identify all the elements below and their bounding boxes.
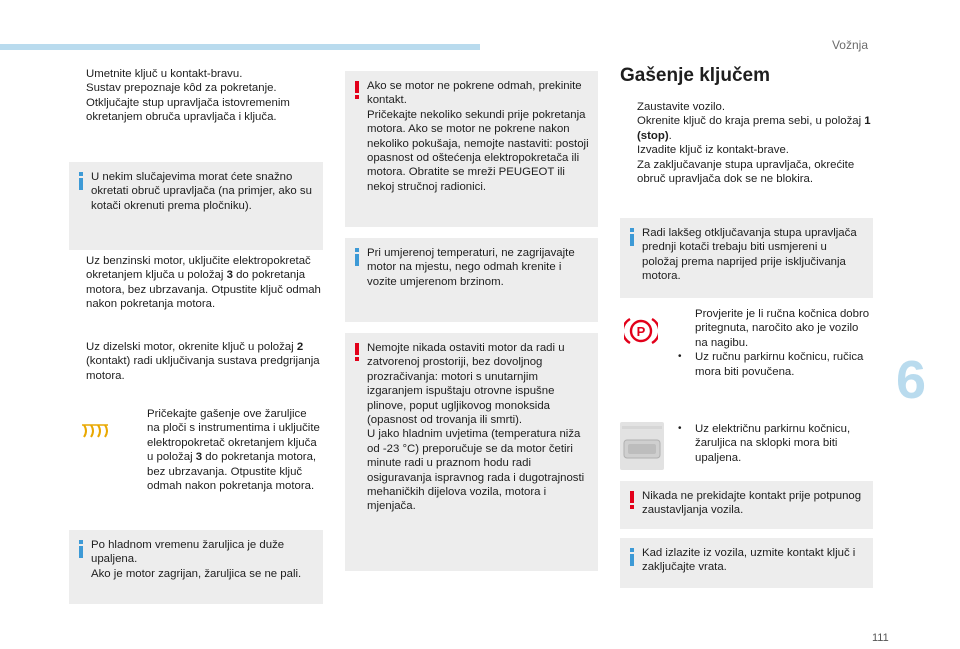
info-icon xyxy=(626,548,638,566)
step-text: . xyxy=(668,129,672,142)
warning-text: Ako se motor ne pokrene odmah, prekinite kontakt. Pričekajte nekoliko sekundi prije pokretanja motora. Ako se motor ne pokrene nakon nekoliko pokušaja, nemojte nastaviti: postoji opasnost od oštećenja elektropokretača ili motora. Obratite se mreži PEUGEOT ili nekoj stručnoj radionici. xyxy=(367,80,589,193)
step-text: Uz električnu parkirnu kočnicu, žaruljica na sklopki mora biti upaljena. xyxy=(695,423,851,464)
info-box xyxy=(620,538,873,588)
info-text: Kad izlazite iz vozila, uzmite kontakt ključ i zaključajte vrata. xyxy=(642,547,856,574)
bullet-icon: • xyxy=(678,423,682,434)
bullet-icon: • xyxy=(678,351,682,363)
glow-plug-step xyxy=(130,407,320,493)
info-box xyxy=(345,238,598,322)
list-item xyxy=(620,114,873,143)
step-text: Uz dizelski motor, okrenite ključ u položaj xyxy=(86,341,297,353)
info-box xyxy=(620,218,873,298)
list-item xyxy=(69,67,323,96)
info-icon xyxy=(75,172,87,190)
step-text: do pokretanja motora, bez ubrzavanja. Otpustite ključ odmah nakon pokretanja motora. xyxy=(147,451,317,493)
section-title: Vožnja xyxy=(831,38,868,52)
warning-box xyxy=(620,481,873,529)
list-item xyxy=(130,407,320,493)
page-number: 111 xyxy=(872,632,889,644)
position-label: 1 (stop) xyxy=(637,115,871,142)
step-text: Uz benzinski motor, uključite elektropokretač okretanjem ključa u položaj xyxy=(86,255,311,282)
list-item xyxy=(69,254,323,312)
list-item xyxy=(620,143,873,157)
list-item xyxy=(678,422,873,465)
info-text: Po hladnom vremenu žaruljica je duže upaljena. Ako je motor zagrijan, žaruljica se ne pali. xyxy=(91,539,302,580)
step-text: Okrenite ključ do kraja prema sebi, u položaj xyxy=(637,115,865,128)
section-heading: Gašenje ključem xyxy=(620,65,770,86)
list-item xyxy=(69,96,323,125)
step-text: Zaustavite vozilo. xyxy=(637,101,725,113)
list-item xyxy=(678,350,873,379)
warning-text: Nikada ne prekidajte kontakt prije potpunog zaustavljanja vozila. xyxy=(642,490,862,517)
brake-checks xyxy=(678,307,873,379)
info-box xyxy=(69,530,323,604)
glow-plug-icon xyxy=(82,423,108,439)
step-text: Za zaključavanje stupa upravljača, okrećite obruč upravljača dok se ne blokira. xyxy=(637,158,855,186)
info-icon xyxy=(626,228,638,246)
warning-icon xyxy=(626,491,638,509)
info-box xyxy=(69,162,323,250)
list-item xyxy=(678,307,873,350)
step-text: Otključajte stup upravljača istovremenim okretanjem obruča upravljača i ključa. xyxy=(86,96,290,124)
step-text: Pričekajte gašenje ove žaruljice na ploči s instrumentima i uključite elektropokretač okretanjem ključa u položaj xyxy=(147,408,320,464)
header-bar xyxy=(0,44,480,50)
step-text: do pokretanja motora, bez ubrzavanja. Otpustite ključ odmah nakon pokretanja motora. xyxy=(86,269,321,311)
warning-icon xyxy=(351,343,363,361)
info-text: Radi lakšeg otključavanja stupa upravljača prednji kotači trebaju biti usmjereni u položaj prema naprijed prije isključivanja motora. xyxy=(642,227,857,283)
warning-text: Nemojte nikada ostaviti motor da radi u zatvorenoj prostoriji, bez dovoljnog prozračivanja: motori s unutarnjim izgaranjem ispuštaju otrovne ispušne plinove, poput ugljikovog monoksida (opasnost od trovanja ili smrti). U jako hladnim uvjetima (temperatura niža od -23 °C) preporučuje se da motor četiri minute radi u praznom hodu radi osiguravanja ispravnog rada i dugotrajnosti mehaničkih dijelova vozila, motora i mjenjača. xyxy=(367,342,585,513)
electric-parking-brake-switch-icon xyxy=(620,422,664,470)
electric-brake-check xyxy=(678,422,873,465)
diesel-step xyxy=(69,340,323,383)
petrol-step xyxy=(69,254,323,312)
position-number: 2 xyxy=(296,341,304,353)
info-icon xyxy=(351,248,363,266)
list-item xyxy=(620,100,873,114)
step-text: Provjerite je li ručna kočnica dobro pritegnuta, naročito ako je vozilo na nagibu. xyxy=(695,308,870,349)
warning-box xyxy=(345,333,598,571)
parking-symbol: P xyxy=(636,324,646,339)
chapter-number: 6 xyxy=(896,350,927,410)
warning-icon xyxy=(351,81,363,99)
position-number: 3 xyxy=(226,269,233,282)
info-text: Pri umjerenoj temperaturi, ne zagrijavajte motor na mjestu, nego odmah krenite i vozite umjerenom brzinom. xyxy=(367,247,575,288)
stop-steps-list xyxy=(620,100,873,186)
warning-box xyxy=(345,71,598,227)
list-item xyxy=(69,340,323,383)
step-text: (kontakt) radi uključivanja sustava predgrijanja motora. xyxy=(86,355,320,382)
start-steps-list xyxy=(69,67,323,125)
position-number: 3 xyxy=(195,451,203,464)
info-icon xyxy=(75,540,87,558)
list-item xyxy=(620,158,873,187)
step-text: Izvadite ključ iz kontakt-brave. xyxy=(637,144,789,157)
info-text: U nekim slučajevima morat ćete snažno okretati obruč upravljača (na primjer, ako su kotači okrenuti prema pločniku). xyxy=(91,171,312,212)
step-text: Umetnite ključ u kontakt-bravu. Sustav prepoznaje kôd za pokretanje. xyxy=(86,68,277,95)
parking-brake-icon xyxy=(624,316,658,346)
step-text: Uz ručnu parkirnu kočnicu, ručica mora biti povučena. xyxy=(695,351,864,378)
